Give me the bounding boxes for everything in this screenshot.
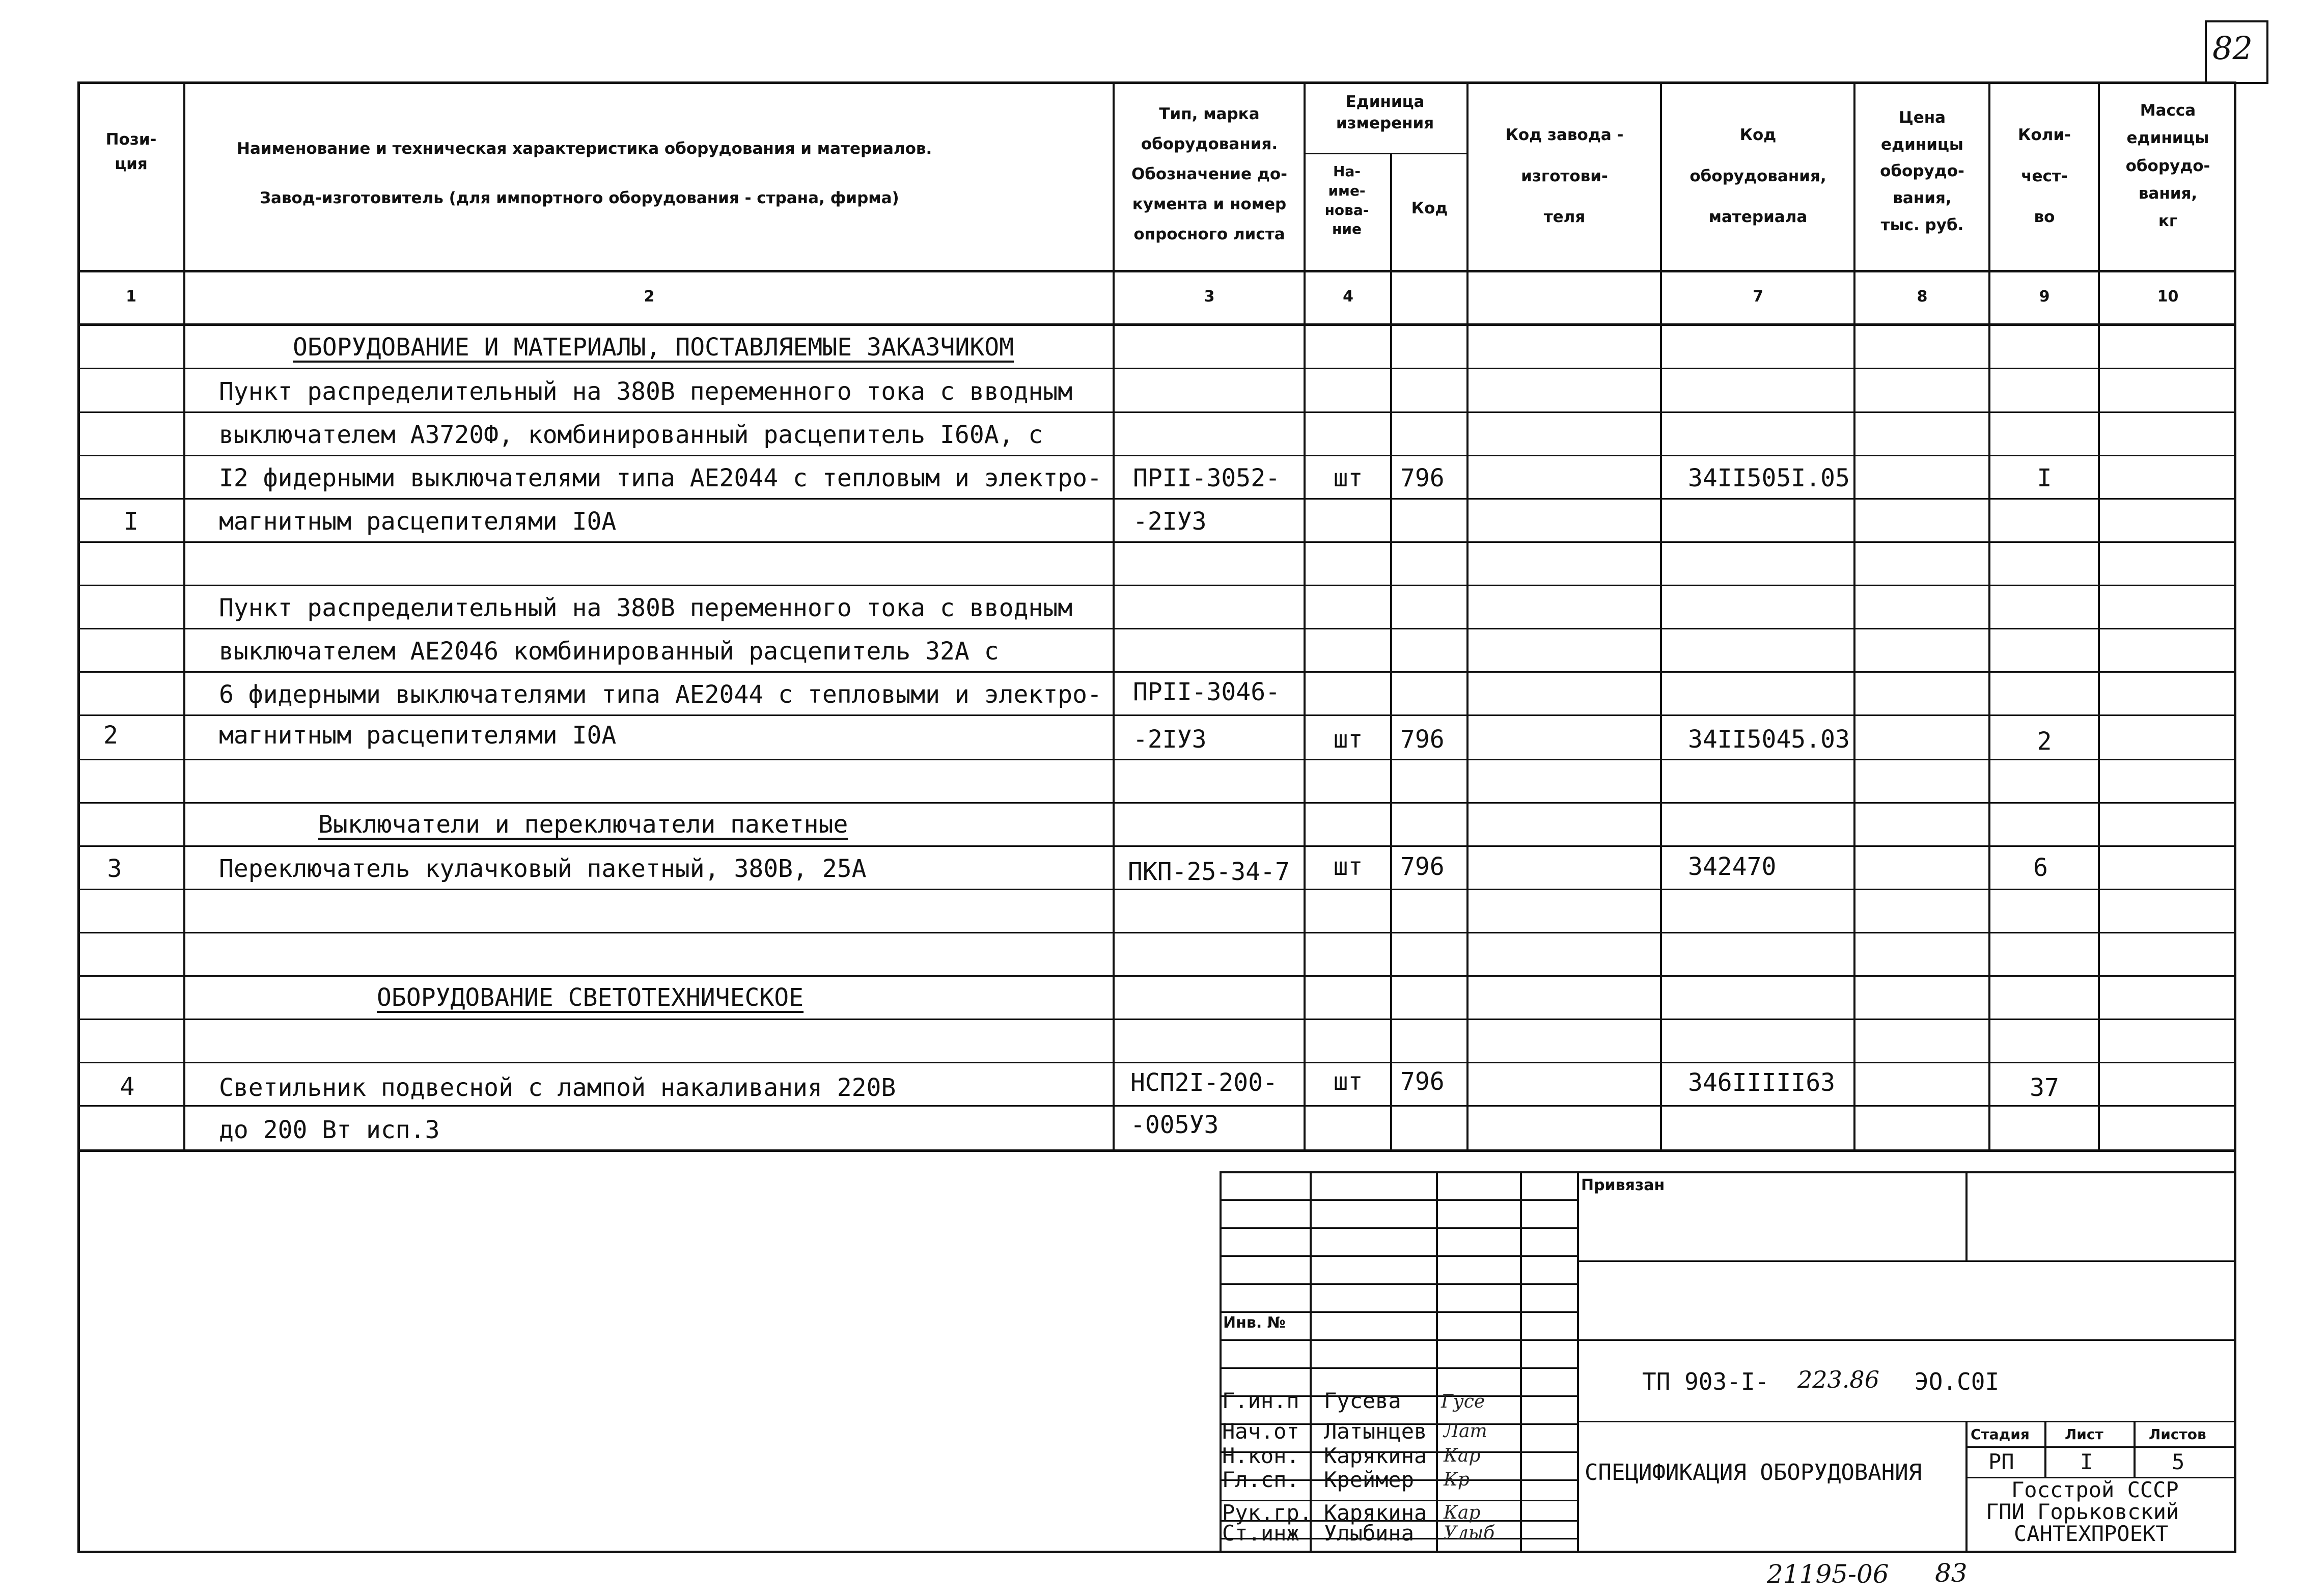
item1-description-line: Пункт распределительный на 380В переменного тока с вводным <box>219 377 1073 406</box>
row-line <box>77 759 2236 760</box>
row-line <box>77 1062 2236 1063</box>
row-line <box>77 975 2236 977</box>
role-norm-control: Н.кон. <box>1222 1443 1299 1468</box>
document-code-prefix: ТП 903-I- <box>1642 1368 1769 1395</box>
row-line <box>77 411 2236 413</box>
item1-unit: шт <box>1333 464 1363 492</box>
section-heading-lighting: ОБОРУДОВАНИЕ СВЕТОТЕХНИЧЕСКОЕ <box>377 983 804 1012</box>
tied-label: Привязан <box>1581 1176 1665 1194</box>
role-chief-specialist: Гл.сп. <box>1222 1467 1299 1492</box>
organization-line3: САНТЕХПРОЕКТ <box>2014 1521 2169 1546</box>
item3-unit: шт <box>1333 852 1363 881</box>
item1-type-cont: -2IУ3 <box>1133 507 1207 536</box>
column-number: 1 <box>126 288 136 306</box>
row-line <box>77 541 2236 543</box>
header-manufacturer-code: Код завода - изготови- теля <box>1505 126 1624 227</box>
item4-equipment-code: 346IIIII63 <box>1688 1068 1835 1097</box>
page-number: 82 <box>2212 30 2253 67</box>
sheet-label: Лист <box>2065 1426 2103 1443</box>
signer-name: Карякина <box>1324 1500 1427 1525</box>
header-type: Тип, марка оборудования. Обозначение до- кумента и номер опросного листа <box>1131 105 1288 243</box>
row-line <box>77 845 2236 847</box>
item3-equipment-code: 342470 <box>1688 852 1777 881</box>
tb-row <box>1577 1260 2236 1262</box>
tb-row <box>1220 1283 1577 1285</box>
header-unit: Единица измерения <box>1336 93 1434 132</box>
col-divider-5 <box>1466 81 1469 1151</box>
sheet-value: I <box>2080 1449 2093 1474</box>
row-line <box>77 498 2236 500</box>
archive-number: 21195-06 <box>1767 1559 1889 1589</box>
row-line <box>77 1019 2236 1020</box>
row-line <box>77 455 2236 456</box>
item3-quantity: 6 <box>2033 854 2048 882</box>
item1-description-line: выключателем А3720Ф, комбинированный расцепитель I60А, с <box>219 421 1043 449</box>
row-line <box>77 932 2236 933</box>
signature: Лат <box>1444 1421 1487 1442</box>
signer-name: Латынцев <box>1324 1419 1427 1444</box>
item2-quantity: 2 <box>2037 727 2052 756</box>
item1-type: ПРII-3052- <box>1133 464 1280 492</box>
column-number: 4 <box>1343 288 1353 306</box>
item2-description-line: Пункт распределительный на 380В переменного тока с вводным <box>219 594 1073 622</box>
item3-unit-code: 796 <box>1400 852 1445 881</box>
column-number: 10 <box>2157 288 2179 306</box>
column-number: 7 <box>1753 288 1763 306</box>
signature: Улыб <box>1444 1523 1495 1544</box>
tb-row <box>1577 1339 2236 1341</box>
col-divider-9 <box>2098 81 2100 1151</box>
table-body-bottom <box>77 1149 2236 1152</box>
item2-description-line: выключателем АЕ2046 комбинированный расцепитель 32А с <box>219 637 999 666</box>
row-line <box>77 1105 2236 1107</box>
unit-header-divider <box>1304 153 1466 154</box>
item3-position: 3 <box>107 855 122 883</box>
item1-unit-code: 796 <box>1400 464 1445 492</box>
column-number: 2 <box>644 288 655 306</box>
tb-row <box>1220 1255 1577 1257</box>
section-heading-packet-switches: Выключатели и переключатели пакетные <box>318 810 848 839</box>
item4-description-line: Светильник подвесной с лампой накаливания 220В <box>219 1074 896 1102</box>
column-number-row-line <box>77 323 2236 326</box>
item1-position: I <box>124 507 139 536</box>
item4-type: НСП2I-200- <box>1130 1068 1278 1097</box>
signer-name: Гусева <box>1324 1388 1401 1413</box>
item2-description-line: 6 фидерными выключателями типа АЕ2044 с тепловыми и электро- <box>219 680 1102 709</box>
role-department-head: Нач.от <box>1222 1419 1299 1444</box>
stage-label: Стадия <box>1971 1426 2030 1443</box>
item2-position: 2 <box>103 721 118 750</box>
item2-type: ПРII-3046- <box>1133 678 1280 706</box>
stage-value: РП <box>1988 1449 2014 1474</box>
tb-divider <box>2044 1421 2046 1477</box>
footer-page-number: 83 <box>1935 1558 1968 1588</box>
row-line <box>77 585 2236 586</box>
item2-unit: шт <box>1333 725 1363 754</box>
header-quantity: Коли- чест- во <box>2018 126 2071 227</box>
header-name-line2: Завод-изготовитель (для импортного оборудования - страна, фирма) <box>260 189 899 207</box>
header-name-line1: Наименование и техническая характеристика оборудования и материалов. <box>237 140 932 158</box>
row-line <box>77 714 2236 716</box>
item4-position: 4 <box>120 1072 135 1101</box>
role-chief-engineer: Г.ин.п <box>1222 1388 1299 1413</box>
row-line <box>77 628 2236 629</box>
role-senior-engineer: Ст.инж <box>1222 1521 1299 1546</box>
tb-divider <box>1577 1171 1579 1553</box>
column-number: 8 <box>1917 288 1928 306</box>
organization-line1: Госстрой СССР <box>2011 1477 2179 1502</box>
tb-row <box>1577 1421 2236 1422</box>
role-group-leader: Рук.гр. <box>1222 1500 1313 1525</box>
item4-quantity: 37 <box>2030 1074 2059 1102</box>
col-divider-1 <box>183 81 185 1151</box>
col-divider-7 <box>1853 81 1855 1151</box>
item1-equipment-code: 34II505I.05 <box>1688 464 1850 492</box>
signature: Кар <box>1444 1502 1481 1523</box>
header-price: Цена единицы оборудо- вания, тыс. руб. <box>1880 108 1964 234</box>
document-title: СПЕЦИФИКАЦИЯ ОБОРУДОВАНИЯ <box>1585 1460 1922 1485</box>
item3-description: Переключатель кулачковый пакетный, 380В, 25А <box>219 855 867 883</box>
row-line <box>77 368 2236 369</box>
document-code-suffix: ЭО.С0I <box>1915 1368 2000 1395</box>
column-number: 9 <box>2039 288 2050 306</box>
organization-line2: ГПИ Горьковский <box>1986 1499 2179 1524</box>
section-heading-customer-supplied: ОБОРУДОВАНИЕ И МАТЕРИАЛЫ, ПОСТАВЛЯЕМЫЕ ЗАКАЗЧИКОМ <box>293 333 1014 362</box>
signer-name: Улыбина <box>1324 1521 1415 1546</box>
header-mass: Масса единицы оборудо- вания, кг <box>2125 101 2210 230</box>
item4-type-cont: -005У3 <box>1130 1111 1219 1139</box>
item2-equipment-code: 34II5045.03 <box>1688 725 1850 754</box>
tb-row <box>1220 1199 1577 1201</box>
row-line <box>77 889 2236 890</box>
column-number: 3 <box>1204 288 1215 306</box>
row-line <box>77 671 2236 673</box>
item1-quantity: I <box>2037 464 2052 492</box>
header-unit-name: На- име- нова- ние <box>1324 163 1369 238</box>
item4-unit: шт <box>1333 1067 1363 1096</box>
item3-type: ПКП-25-34-7 <box>1128 858 1290 886</box>
tb-row <box>1220 1311 1577 1313</box>
tb-divider <box>1965 1421 1968 1553</box>
tb-divider <box>1965 1171 1968 1260</box>
col-divider-4 <box>1390 153 1392 1151</box>
col-divider-3 <box>1304 81 1306 1151</box>
item2-type-cont: -2IУ3 <box>1133 725 1207 754</box>
item1-description-line: магнитным расцепителями I0А <box>219 507 617 536</box>
tb-row <box>1220 1367 1577 1369</box>
col-divider-6 <box>1660 81 1662 1151</box>
signature: Кар <box>1444 1445 1481 1466</box>
col-divider-2 <box>1113 81 1115 1151</box>
header-bottom-line <box>77 270 2236 272</box>
document-code-handwritten: 223.86 <box>1797 1366 1879 1393</box>
header-unit-code: Код <box>1411 199 1448 217</box>
row-line <box>77 802 2236 804</box>
signer-name: Карякина <box>1324 1443 1427 1468</box>
col-divider-8 <box>1988 81 1990 1151</box>
item2-description-line: магнитным расцепителями I0А <box>219 721 617 750</box>
signature: Гусе <box>1441 1391 1485 1412</box>
header-position: Пози- ция <box>105 130 157 174</box>
signature: Кр <box>1444 1469 1470 1490</box>
sheets-value: 5 <box>2172 1449 2185 1474</box>
tb-row <box>1220 1339 1577 1341</box>
sheets-label: Листов <box>2149 1426 2206 1443</box>
tb-divider <box>2134 1421 2136 1477</box>
item2-unit-code: 796 <box>1400 725 1445 754</box>
item4-description-line: до 200 Вт исп.3 <box>219 1116 440 1144</box>
tb-row <box>1965 1446 2236 1448</box>
item1-description-line: I2 фидерными выключателями типа АЕ2044 с тепловым и электро- <box>219 464 1102 492</box>
inventory-number-label: Инв. № <box>1223 1314 1286 1332</box>
item4-unit-code: 796 <box>1400 1067 1445 1096</box>
header-equipment-code: Код оборудования, материала <box>1689 126 1826 227</box>
tb-row <box>1220 1227 1577 1229</box>
signer-name: Креймер <box>1324 1467 1415 1492</box>
